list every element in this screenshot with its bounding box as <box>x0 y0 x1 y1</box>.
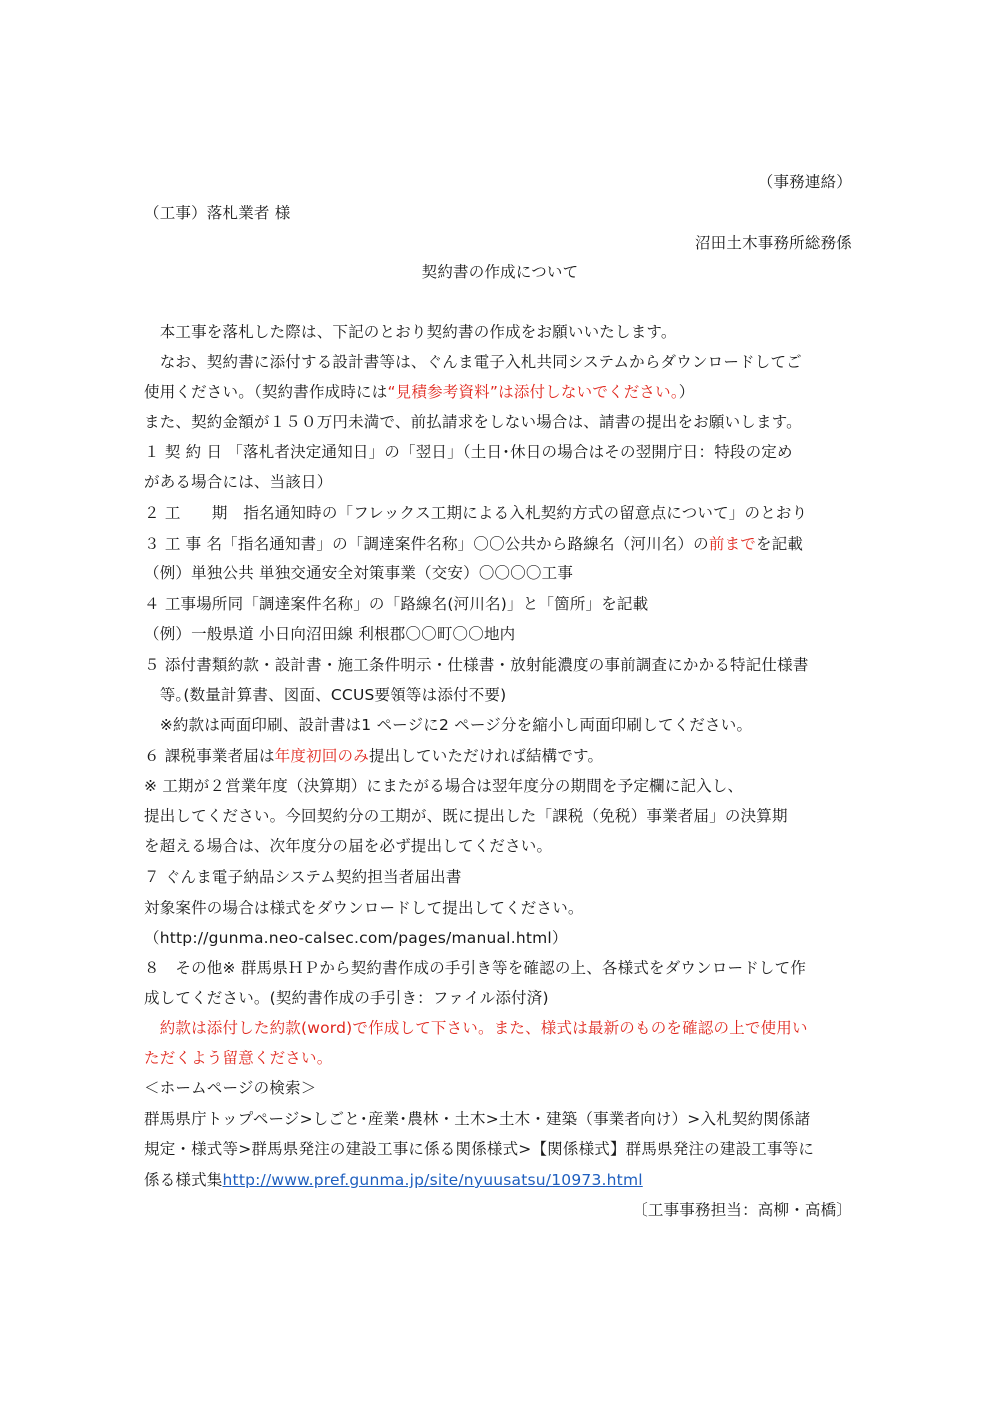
item-1-line-1: １ 契 約 日 「落札者決定通知日」の「翌日」（土日･休日の場合はその翌開庁日：特段の定め <box>144 443 793 461</box>
text: ６ 課税事業者届は <box>144 747 275 765</box>
item-6 <box>144 746 603 766</box>
contact-info: 〔工事事務担当：高柳・高橋〕 <box>632 1201 852 1219</box>
item-3-example: （例）単独公共 単独交通安全対策事業（交安）〇〇〇〇工事 <box>144 564 574 582</box>
item-1-line-2: がある場合には、当該日） <box>144 473 333 491</box>
note-line-2: 提出してください。今回契約分の工期が、既に提出した「課税（免税）事業者届」の決算期 <box>144 807 788 825</box>
item-8-line-2: 成してください。(契約書作成の手引き：ファイル添付済) <box>144 989 549 1007</box>
text: 係る様式集 <box>144 1171 223 1189</box>
memo-label: （事務連絡） <box>757 173 852 191</box>
paragraph-intro: 本工事を落札した際は、下記のとおり契約書の作成をお願いいたします。 <box>144 323 677 341</box>
text: ３ 工 事 名「指名通知書」の「調達案件名称」〇〇公共から路線名（河川名）の <box>144 535 709 553</box>
text: ） <box>678 383 695 401</box>
warning-text: “見積参考資料”は添付しないでください。 <box>387 383 679 401</box>
item-4: ４ 工事場所同「調達案件名称」の「路線名(河川名)」と「箇所」を記載 <box>144 595 649 613</box>
item-7: ７ ぐんま電子納品システム契約担当者届出書 <box>144 868 462 886</box>
note-line-3: を超える場合は、次年度分の届を必ず提出してください。 <box>144 837 553 855</box>
note-line-1: ※ 工期が２営業年度（決算期）にまたがる場合は翌年度分の期間を予定欄に記入し、 <box>144 777 744 795</box>
emphasis-text: 年度初回のみ <box>274 747 369 765</box>
item-7-body: 対象案件の場合は様式をダウンロードして提出してください。 <box>144 899 584 917</box>
item-5-line-2: 等｡(数量計算書、図面、CCUS要領等は添付不要) <box>144 686 507 704</box>
paragraph-note-a: なお、契約書に添付する設計書等は、ぐんま電子入札共同システムからダウンロードしてご <box>144 353 802 371</box>
homepage-path-2: 規定・様式等>群馬県発注の建設工事に係る関係様式>【関係様式】群馬県発注の建設工事等に <box>144 1140 815 1158</box>
red-notice-line-1: 約款は添付した約款(word)で作成して下さい。また、様式は最新のものを確認の上で使用い <box>144 1019 808 1037</box>
item-2: ２ 工 期 指名通知時の「フレックス工期による入札契約方式の留意点について」のとおり <box>144 504 808 522</box>
homepage-path-1: 群馬県庁トップページ>しごと･産業･農林・土木>土木・建築（事業者向け）>入札契約関係諸 <box>144 1110 811 1128</box>
sender: 沼田土木事務所総務係 <box>694 234 852 252</box>
text: 使用ください。（契約書作成時には <box>144 383 388 401</box>
paragraph-quote: また、契約金額が１５０万円未満で、前払請求をしない場合は、請書の提出をお願いします。 <box>144 413 802 431</box>
item-4-example: （例）一般県道 小日向沼田線 利根郡〇〇町〇〇地内 <box>144 625 516 643</box>
item-5-line-1: ５ 添付書類約款・設計書・施工条件明示・仕様書・放射能濃度の事前調査にかかる特記仕様書 <box>144 656 809 674</box>
forms-link[interactable]: http://www.pref.gunma.jp/site/nyuusatsu/10973.html <box>222 1171 643 1189</box>
item-3 <box>144 534 803 554</box>
text: 提出していただければ結構です。 <box>368 747 604 765</box>
homepage-path-3 <box>144 1170 643 1190</box>
emphasis-text: 前まで <box>708 535 756 553</box>
homepage-heading: ＜ホームページの検索＞ <box>144 1079 317 1097</box>
item-7-url: （http://gunma.neo-calsec.com/pages/manual.html） <box>144 929 568 947</box>
paragraph-note-b <box>144 382 694 402</box>
addressee: （工事）落札業者 様 <box>144 204 291 222</box>
item-8-line-1: ８ その他※ 群馬県ＨＰから契約書作成の手引き等を確認の上、各様式をダウンロードして作 <box>144 959 807 977</box>
red-notice-line-2: ただくよう留意ください。 <box>144 1049 333 1067</box>
item-5-note: ※約款は両面印刷、設計書は1 ページに2 ページ分を縮小し両面印刷してください。 <box>144 716 753 734</box>
text: を記載 <box>756 535 804 553</box>
page-title: 契約書の作成について <box>421 263 579 281</box>
